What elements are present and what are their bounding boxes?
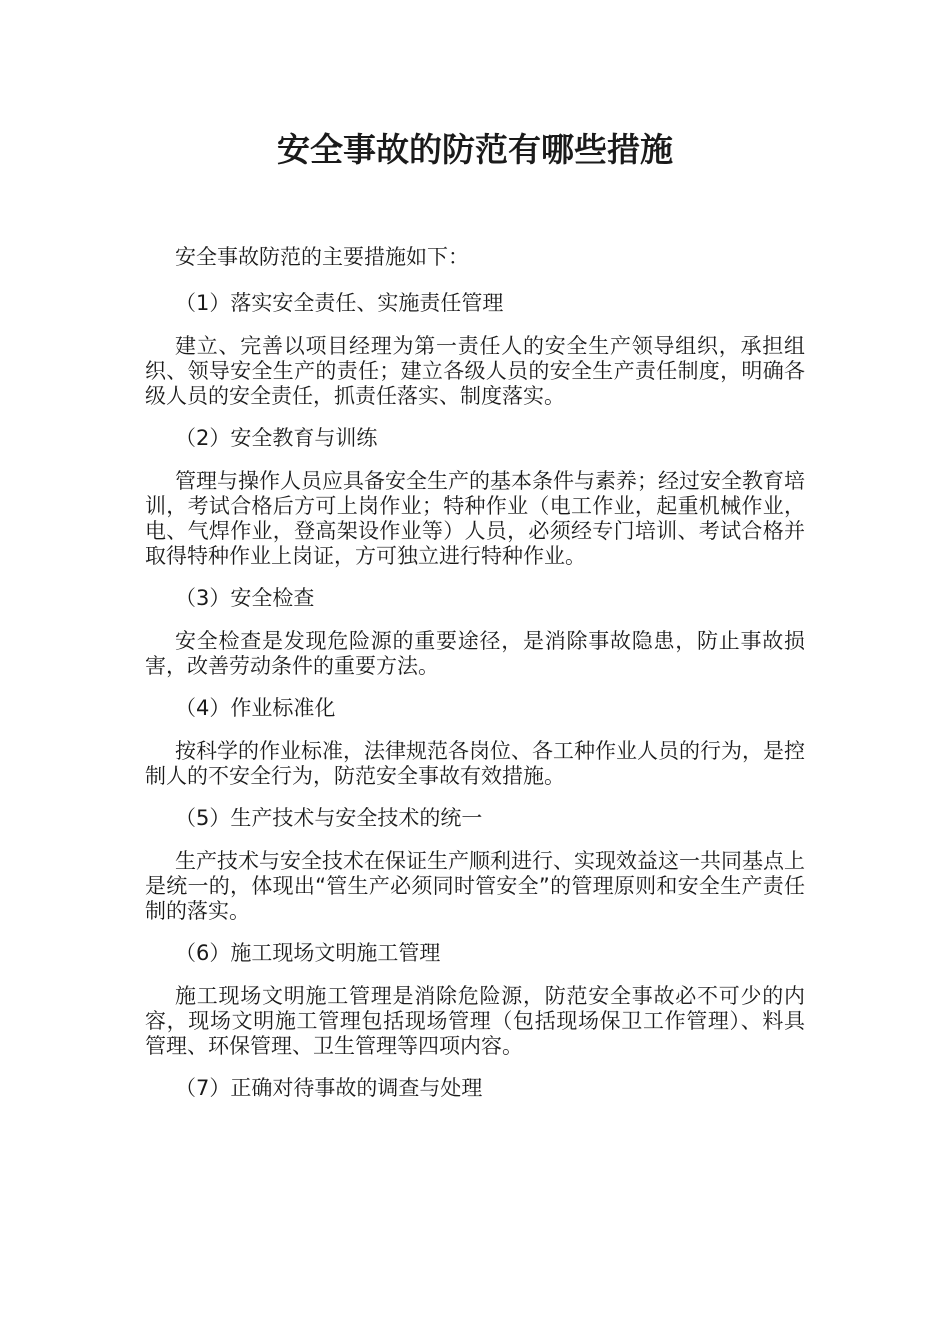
section-6 [145,936,805,1059]
section-4 [145,691,805,789]
section-paragraph: 生产技术与安全技术在保证生产顺利进行、实现效益这一共同基点上是统一的，体现出“管生产必须同时管安全”的管理原则和安全生产责任制的落实。 [145,849,805,923]
section-heading: （3）安全检查 [175,586,315,610]
section-paragraph: 施工现场文明施工管理是消除危险源，防范安全事故必不可少的内容，现场文明施工管理包括现场管理（包括现场保卫工作管理）、料具管理、环保管理、卫生管理等四项内容。 [145,984,805,1058]
section-heading: （6）施工现场文明施工管理 [175,941,441,965]
section-heading: （2）安全教育与训练 [175,426,378,450]
section-1 [145,286,805,409]
section-3 [145,581,805,679]
section-heading: （1）落实安全责任、实施责任管理 [175,291,504,315]
section-heading: （4）作业标准化 [175,696,336,720]
intro-paragraph: 安全事故防范的主要措施如下： [175,245,469,269]
section-7 [145,1071,805,1105]
section-heading: （7）正确对待事故的调查与处理 [175,1076,483,1100]
section-heading: （5）生产技术与安全技术的统一 [175,806,483,830]
document-body [145,240,805,1117]
page-title: 安全事故的防范有哪些措施 [277,130,673,169]
section-paragraph: 安全检查是发现危险源的重要途径，是消除事故隐患，防止事故损害，改善劳动条件的重要方法。 [145,629,805,678]
section-paragraph: 管理与操作人员应具备安全生产的基本条件与素养；经过安全教育培训，考试合格后方可上岗作业；特种作业（电工作业，起重机械作业，电、气焊作业，登高架设作业等）人员，必须经专门培训、考试合格并取得特种作业上岗证，方可独立进行特种作业。 [145,469,805,568]
section-paragraph: 按科学的作业标准，法律规范各岗位、各工种作业人员的行为，是控制人的不安全行为，防范安全事故有效措施。 [145,739,805,788]
section-paragraph: 建立、完善以项目经理为第一责任人的安全生产领导组织，承担组织、领导安全生产的责任；建立各级人员的安全生产责任制度，明确各级人员的安全责任，抓责任落实、制度落实。 [145,334,805,408]
section-2 [145,421,805,569]
section-5 [145,801,805,924]
